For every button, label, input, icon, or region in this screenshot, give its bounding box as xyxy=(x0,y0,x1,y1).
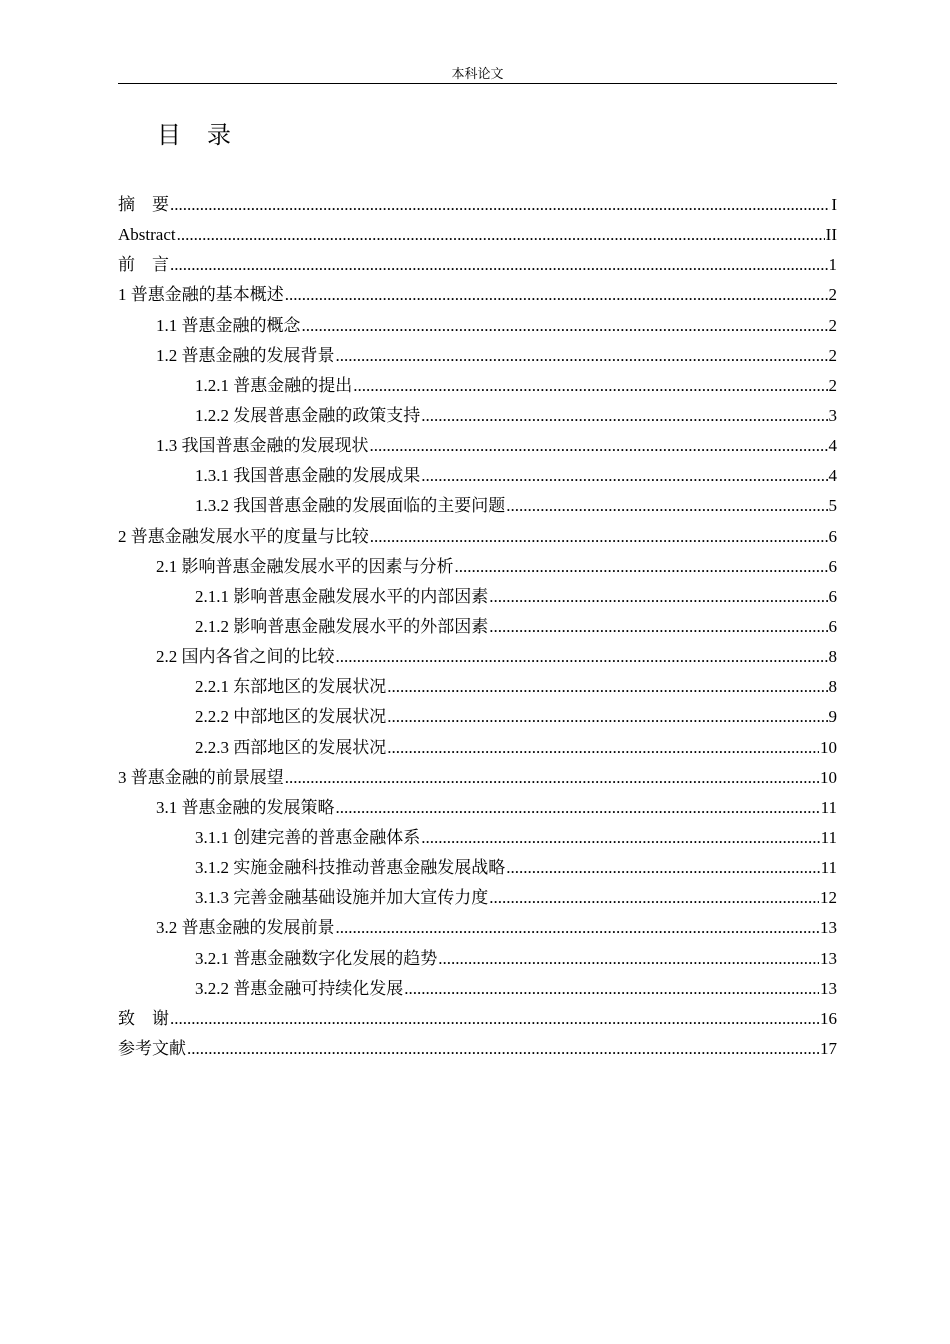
toc-entry-page-number: 2 xyxy=(828,315,837,335)
toc-entry[interactable] xyxy=(118,645,837,675)
toc-entry[interactable] xyxy=(118,916,837,946)
toc-entry-title: 2.2 国内各省之间的比较 xyxy=(156,647,335,667)
toc-leader-dots xyxy=(370,525,828,549)
toc-leader-dots xyxy=(438,947,819,971)
toc-entry-title: 2.1.2 影响普惠金融发展水平的外部因素 xyxy=(195,616,489,636)
toc-entry-page-number: 4 xyxy=(828,436,837,456)
toc-entry[interactable] xyxy=(118,404,837,434)
toc-leader-dots xyxy=(170,1007,819,1031)
toc-leader-dots xyxy=(421,826,819,850)
toc-entry[interactable] xyxy=(118,464,837,494)
toc-entry-title: 2.1 影响普惠金融发展水平的因素与分析 xyxy=(156,556,454,576)
toc-leader-dots xyxy=(404,977,819,1001)
toc-entry-title: 2.2.2 中部地区的发展状况 xyxy=(195,707,387,727)
toc-leader-dots xyxy=(455,555,828,579)
toc-title xyxy=(157,121,231,151)
toc-leader-dots xyxy=(489,615,827,639)
toc-title-char: 录 xyxy=(207,123,231,149)
toc-entry-page-number: 2 xyxy=(828,345,837,365)
toc-entry-page-number: 2 xyxy=(828,375,837,395)
toc-entry-title: Abstract xyxy=(118,225,176,245)
toc-entry[interactable] xyxy=(118,705,837,735)
toc-entry[interactable] xyxy=(118,374,837,404)
toc-entry[interactable] xyxy=(118,193,837,223)
toc-entry[interactable] xyxy=(118,766,837,796)
toc-entry-title: 1 普惠金融的基本概述 xyxy=(118,285,284,305)
toc-entry[interactable] xyxy=(118,826,837,856)
running-header: 本科论文 xyxy=(451,66,504,81)
toc-leader-dots xyxy=(187,1037,819,1061)
toc-leader-dots xyxy=(387,736,819,760)
toc-entry-title: 3.1.1 创建完善的普惠金融体系 xyxy=(195,827,421,847)
toc-entry[interactable] xyxy=(118,525,837,555)
toc-entry-title: 3.2 普惠金融的发展前景 xyxy=(156,918,335,938)
toc-leader-dots xyxy=(177,223,825,247)
toc-entry-page-number: 17 xyxy=(820,1038,837,1058)
toc-leader-dots xyxy=(387,705,827,729)
toc-entry[interactable] xyxy=(118,434,837,464)
toc-entry-title: 3.1 普惠金融的发展策略 xyxy=(156,797,335,817)
toc-leader-dots xyxy=(285,283,828,307)
toc-entry-page-number: 6 xyxy=(828,556,837,576)
toc-leader-dots xyxy=(302,314,828,338)
toc-leader-dots xyxy=(421,404,827,428)
toc-leader-dots xyxy=(336,916,820,940)
toc-entry-page-number: 5 xyxy=(828,496,837,516)
toc-entry[interactable] xyxy=(118,283,837,313)
toc-leader-dots xyxy=(506,856,819,880)
toc-entry-page-number: 13 xyxy=(820,978,837,998)
toc-entry[interactable] xyxy=(118,736,837,766)
toc-leader-dots xyxy=(489,585,827,609)
toc-leader-dots xyxy=(353,374,827,398)
toc-entry-page-number: 12 xyxy=(820,888,837,908)
toc-leader-dots xyxy=(170,253,828,277)
toc-entry-page-number: 8 xyxy=(828,677,837,697)
toc-entry-page-number: 9 xyxy=(828,707,837,727)
toc-entry-title: 前 言 xyxy=(118,255,169,275)
toc-entry-title: 2.2.1 东部地区的发展状况 xyxy=(195,677,387,697)
toc-leader-dots xyxy=(370,434,828,458)
toc-entry-page-number: I xyxy=(831,195,837,214)
toc-entry-title: 1.3.2 我国普惠金融的发展面临的主要问题 xyxy=(195,496,506,516)
toc-entry-title: 1.2.1 普惠金融的提出 xyxy=(195,375,353,395)
toc-list xyxy=(118,193,837,1067)
toc-entry-title: 1.3.1 我国普惠金融的发展成果 xyxy=(195,466,421,486)
toc-entry[interactable] xyxy=(118,977,837,1007)
toc-entry[interactable] xyxy=(118,675,837,705)
toc-entry[interactable] xyxy=(118,947,837,977)
toc-leader-dots xyxy=(336,344,828,368)
toc-entry-title: 参考文献 xyxy=(118,1038,186,1058)
toc-leader-dots xyxy=(489,886,819,910)
toc-entry[interactable] xyxy=(118,555,837,585)
toc-entry-title: 1.3 我国普惠金融的发展现状 xyxy=(156,436,369,456)
toc-leader-dots xyxy=(336,796,820,820)
toc-entry-title: 摘 要 xyxy=(118,195,169,214)
toc-title-char: 目 xyxy=(157,123,181,149)
toc-entry-page-number: 3 xyxy=(828,405,837,425)
toc-entry-title: 3.1.3 完善金融基础设施并加大宣传力度 xyxy=(195,888,489,908)
toc-entry-page-number: 6 xyxy=(828,616,837,636)
toc-entry-page-number: 6 xyxy=(828,586,837,606)
toc-entry-page-number: 13 xyxy=(820,948,837,968)
toc-entry[interactable] xyxy=(118,253,837,283)
toc-leader-dots xyxy=(421,464,827,488)
toc-entry-page-number: 11 xyxy=(820,858,837,878)
toc-entry-title: 致 谢 xyxy=(118,1008,169,1028)
toc-entry-page-number: 1 xyxy=(828,255,837,275)
toc-entry[interactable] xyxy=(118,886,837,916)
toc-leader-dots xyxy=(506,494,827,518)
toc-entry-title: 2 普惠金融发展水平的度量与比较 xyxy=(118,526,369,546)
toc-entry[interactable] xyxy=(118,1007,837,1037)
toc-entry[interactable] xyxy=(118,494,837,524)
toc-entry-page-number: 6 xyxy=(828,526,837,546)
header-rule xyxy=(118,83,837,84)
toc-entry-title: 3.1.2 实施金融科技推动普惠金融发展战略 xyxy=(195,858,506,878)
toc-entry-page-number: 8 xyxy=(828,647,837,667)
toc-entry-title: 2.1.1 影响普惠金融发展水平的内部因素 xyxy=(195,586,489,606)
toc-entry[interactable] xyxy=(118,223,837,253)
toc-entry-page-number: 11 xyxy=(820,827,837,847)
toc-entry-title: 3.2.2 普惠金融可持续化发展 xyxy=(195,978,404,998)
toc-entry-title: 3 普惠金融的前景展望 xyxy=(118,767,284,787)
toc-leader-dots xyxy=(170,193,830,217)
toc-entry[interactable] xyxy=(118,585,837,615)
toc-entry[interactable] xyxy=(118,615,837,645)
toc-leader-dots xyxy=(285,766,819,790)
toc-entry[interactable] xyxy=(118,314,837,344)
toc-entry-page-number: 11 xyxy=(820,797,837,817)
toc-entry-title: 1.1 普惠金融的概念 xyxy=(156,315,301,335)
toc-entry-title: 1.2 普惠金融的发展背景 xyxy=(156,345,335,365)
toc-entry[interactable] xyxy=(118,344,837,374)
toc-entry-page-number: 16 xyxy=(820,1008,837,1028)
toc-entry[interactable] xyxy=(118,1037,837,1067)
toc-entry-page-number: 10 xyxy=(820,767,837,787)
toc-entry-page-number: 13 xyxy=(820,918,837,938)
toc-entry[interactable] xyxy=(118,796,837,826)
toc-leader-dots xyxy=(336,645,828,669)
toc-entry-page-number: 10 xyxy=(820,737,837,757)
toc-entry-page-number: II xyxy=(825,225,837,245)
toc-leader-dots xyxy=(387,675,827,699)
toc-entry-title: 3.2.1 普惠金融数字化发展的趋势 xyxy=(195,948,438,968)
toc-entry-page-number: 2 xyxy=(828,285,837,305)
toc-entry-title: 1.2.2 发展普惠金融的政策支持 xyxy=(195,405,421,425)
toc-entry[interactable] xyxy=(118,856,837,886)
toc-entry-page-number: 4 xyxy=(828,466,837,486)
toc-entry-title: 2.2.3 西部地区的发展状况 xyxy=(195,737,387,757)
